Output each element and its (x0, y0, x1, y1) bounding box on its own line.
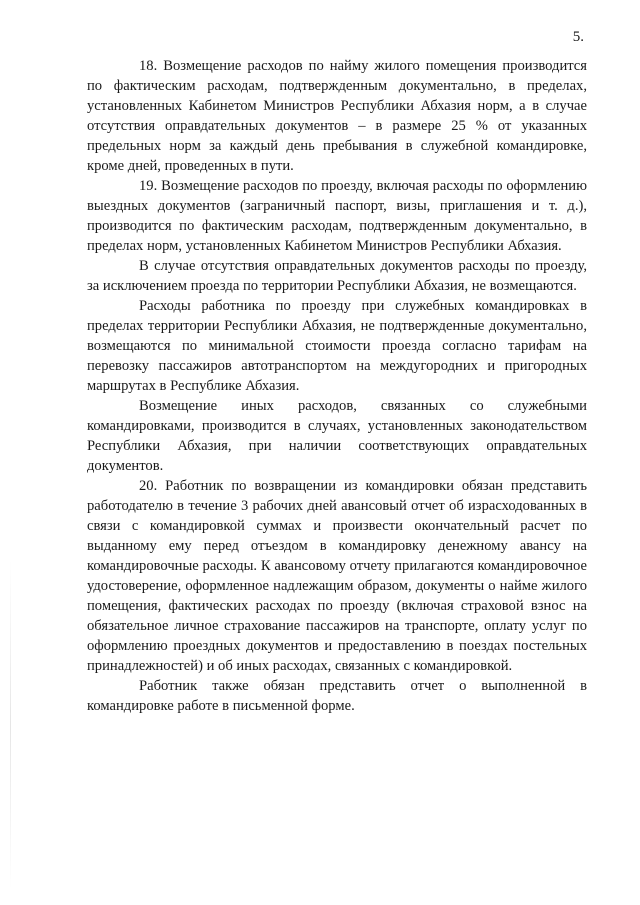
document-body (87, 56, 587, 716)
paragraph-19-travel-expenses: 19. Возмещение расходов по проезду, включая расходы по оформлению выездных документов (заграничный паспорт, визы, приглашения и т. д.), производится по фактическим расходам, подтвержденным документально, в пределах норм, установленных Кабинетом Министров Республики Абхазия. (87, 178, 587, 254)
scan-edge-shadow (10, 560, 11, 890)
paragraph-domestic-travel: Расходы работника по проезду при служебных командировках в пределах территории Республики Абхазия, не подтвержденные документально, возмещаются по минимальной стоимости проезда согласно тарифам на перевозку пассажиров автотранспортом на междугородних и пригородных маршрутах в Республике Абхазия. (87, 298, 587, 394)
paragraph-18-lodging-expenses: 18. Возмещение расходов по найму жилого помещения производится по фактическим расходам, подтвержденным документально, в пределах, установленных Кабинетом Министров Республики Абхазия норм, а в случае отсутствия оправдательных документов – в размере 25 % от указанных предельных норм за каждый день пребывания в служебной командировке, кроме дней, проведенных в пути. (87, 58, 587, 174)
paragraph-20-advance-report: 20. Работник по возвращении из командировки обязан представить работодателю в течение 3 рабочих дней авансовый отчет об израсходованных в связи с командировкой суммах и произвести окончательный расчет по выданному ему перед отъездом в командировку денежному авансу на командировочные расходы. К авансовому отчету прилагаются командировочное удостоверение, оформленное надлежащим образом, документы о найме жилого помещения, фактических расходах по проезду (включая страховой взнос на обязательное личное страхование пассажиров на транспорте, оплату услуг по оформлению проездных документов и предоставлению в поездах постельных принадлежностей) и об иных расходах, связанных с командировкой. (87, 478, 587, 674)
page-number: 5. (572, 29, 584, 45)
paragraph-other-expenses: Возмещение иных расходов, связанных со служебными командировками, производится в случаях, установленных законодательством Республики Абхазия, при наличии соответствующих оправдательных документов. (87, 398, 587, 474)
paragraph-work-report: Работник также обязан представить отчет о выполненной в командировке работе в письменной форме. (87, 678, 587, 714)
paragraph-no-documents: В случае отсутствия оправдательных документов расходы по проезду, за исключением проезда по территории Республики Абхазия, не возмещаются. (87, 258, 587, 294)
